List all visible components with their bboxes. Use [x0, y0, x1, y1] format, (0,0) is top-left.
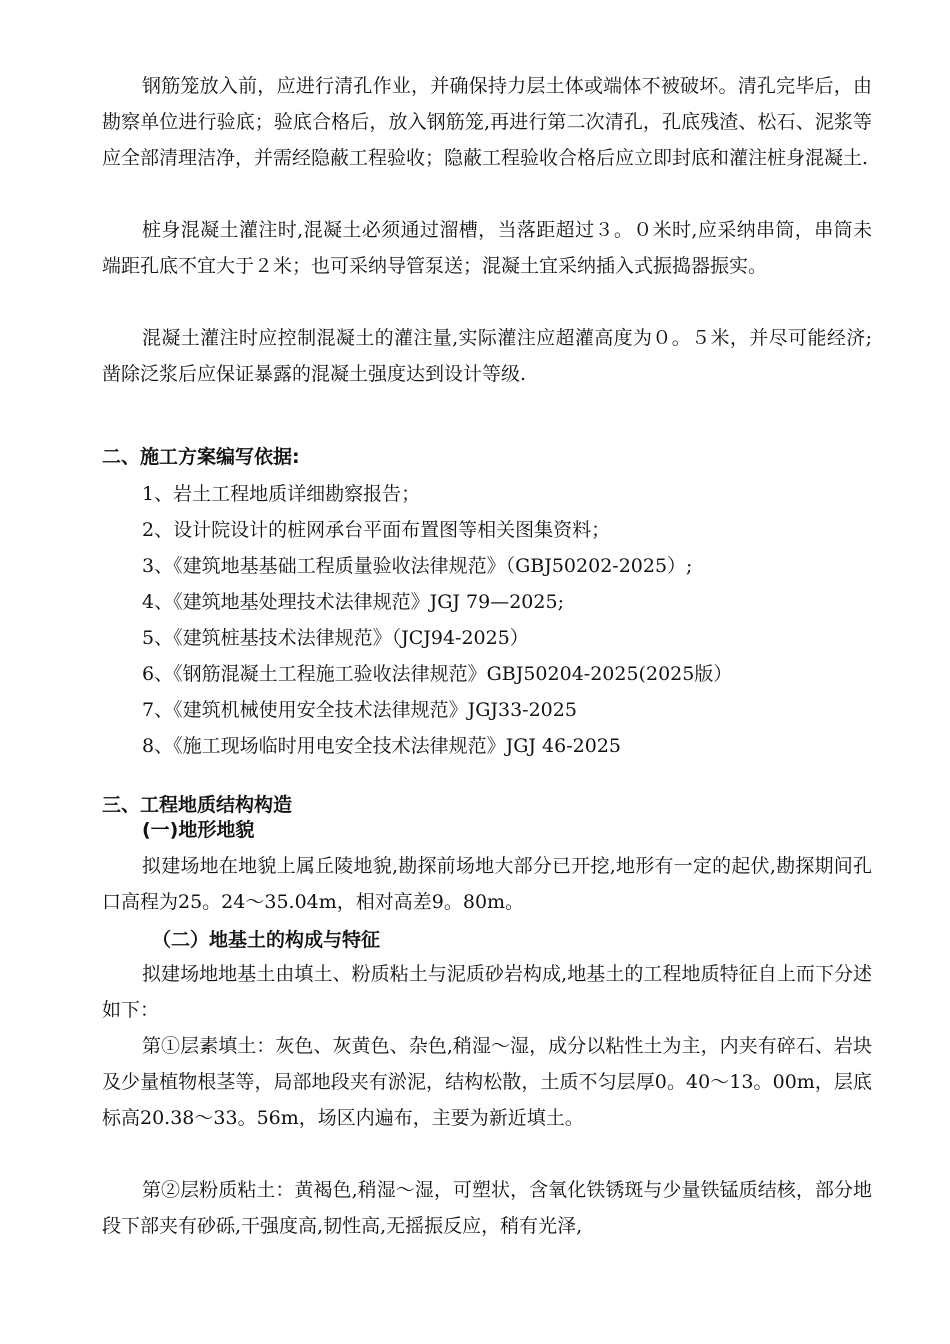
subsection-heading-soil: （二）地基土的构成与特征 — [152, 929, 381, 951]
section-heading-geology: 三、工程地质结构构造 — [102, 794, 293, 816]
paragraph-landform: 拟建场地在地貌上属丘陵地貌,勘探前场地大部分已开挖,地形有一定的起伏,勘探期间孔口高程为25。24～35.04m，相对高差9。80m。 — [102, 855, 872, 913]
paragraph-layer-2-clay: 第②层粉质粘土：黄褐色,稍湿～湿，可塑状，含氧化铁锈斑与少量铁锰质结核，部分地段下部夹有砂砾,干强度高,韧性高,无摇振反应，稍有光泽, — [102, 1179, 872, 1237]
list-item: 3、《建筑地基基础工程质量验收法律规范》（GBJ50202-2025）; — [142, 555, 693, 577]
list-item: 7、《建筑机械使用安全技术法律规范》JGJ33-2025 — [142, 699, 577, 721]
paragraph-layer-1-fill: 第①层素填土：灰色、灰黄色、杂色,稍湿～湿，成分以粘性土为主，内夹有碎石、岩块及少量植物根茎等，局部地段夹有淤泥，结构松散，土质不匀层厚0。40～13。00m，层底标高20.38～33。56m，场区内遍布，主要为新近填土。 — [102, 1035, 872, 1129]
subsection-heading-landform: (一)地形地貌 — [142, 819, 255, 841]
section-heading-basis: 二、施工方案编写依据: — [102, 446, 300, 468]
list-item: 8、《施工现场临时用电安全技术法律规范》JGJ 46-2025 — [142, 735, 621, 757]
paragraph-rebar-cage-cleaning: 钢筋笼放入前，应进行清孔作业，并确保持力层土体或端体不被破坏。清孔完毕后，由勘察单位进行验底；验底合格后，放入钢筋笼,再进行第二次清孔，孔底残渣、松石、泥浆等应全部清理洁净，并需经隐蔽工程验收；隐蔽工程验收合格后应立即封底和灌注桩身混凝土. — [102, 75, 872, 169]
basis-list — [142, 476, 732, 764]
paragraph-pouring-volume: 混凝土灌注时应控制混凝土的灌注量,实际灌注应超灌高度为０。５米，并尽可能经济;凿除泛浆后应保证暴露的混凝土强度达到设计等级. — [102, 327, 872, 385]
paragraph-concrete-pouring: 桩身混凝土灌注时,混凝土必须通过溜槽，当落距超过３。０米时,应采纳串筒，串筒未端距孔底不宜大于２米；也可采纳导管泵送；混凝土宜采纳插入式振捣器振实。 — [102, 219, 872, 277]
list-item: 1、岩土工程地质详细勘察报告； — [142, 483, 421, 505]
list-item: 5、《建筑桩基技术法律规范》（JCJ94-2025） — [142, 627, 529, 649]
list-item: 6、《钢筋混凝土工程施工验收法律规范》GBJ50204-2025(2025版） — [142, 663, 733, 685]
paragraph-soil-overview: 拟建场地地基土由填土、粉质粘土与泥质砂岩构成,地基土的工程地质特征自上而下分述如下： — [102, 963, 872, 1021]
list-item: 4、《建筑地基处理技术法律规范》JGJ 79—2025; — [142, 591, 564, 613]
list-item: 2、设计院设计的桩网承台平面布置图等相关图集资料； — [142, 519, 611, 541]
